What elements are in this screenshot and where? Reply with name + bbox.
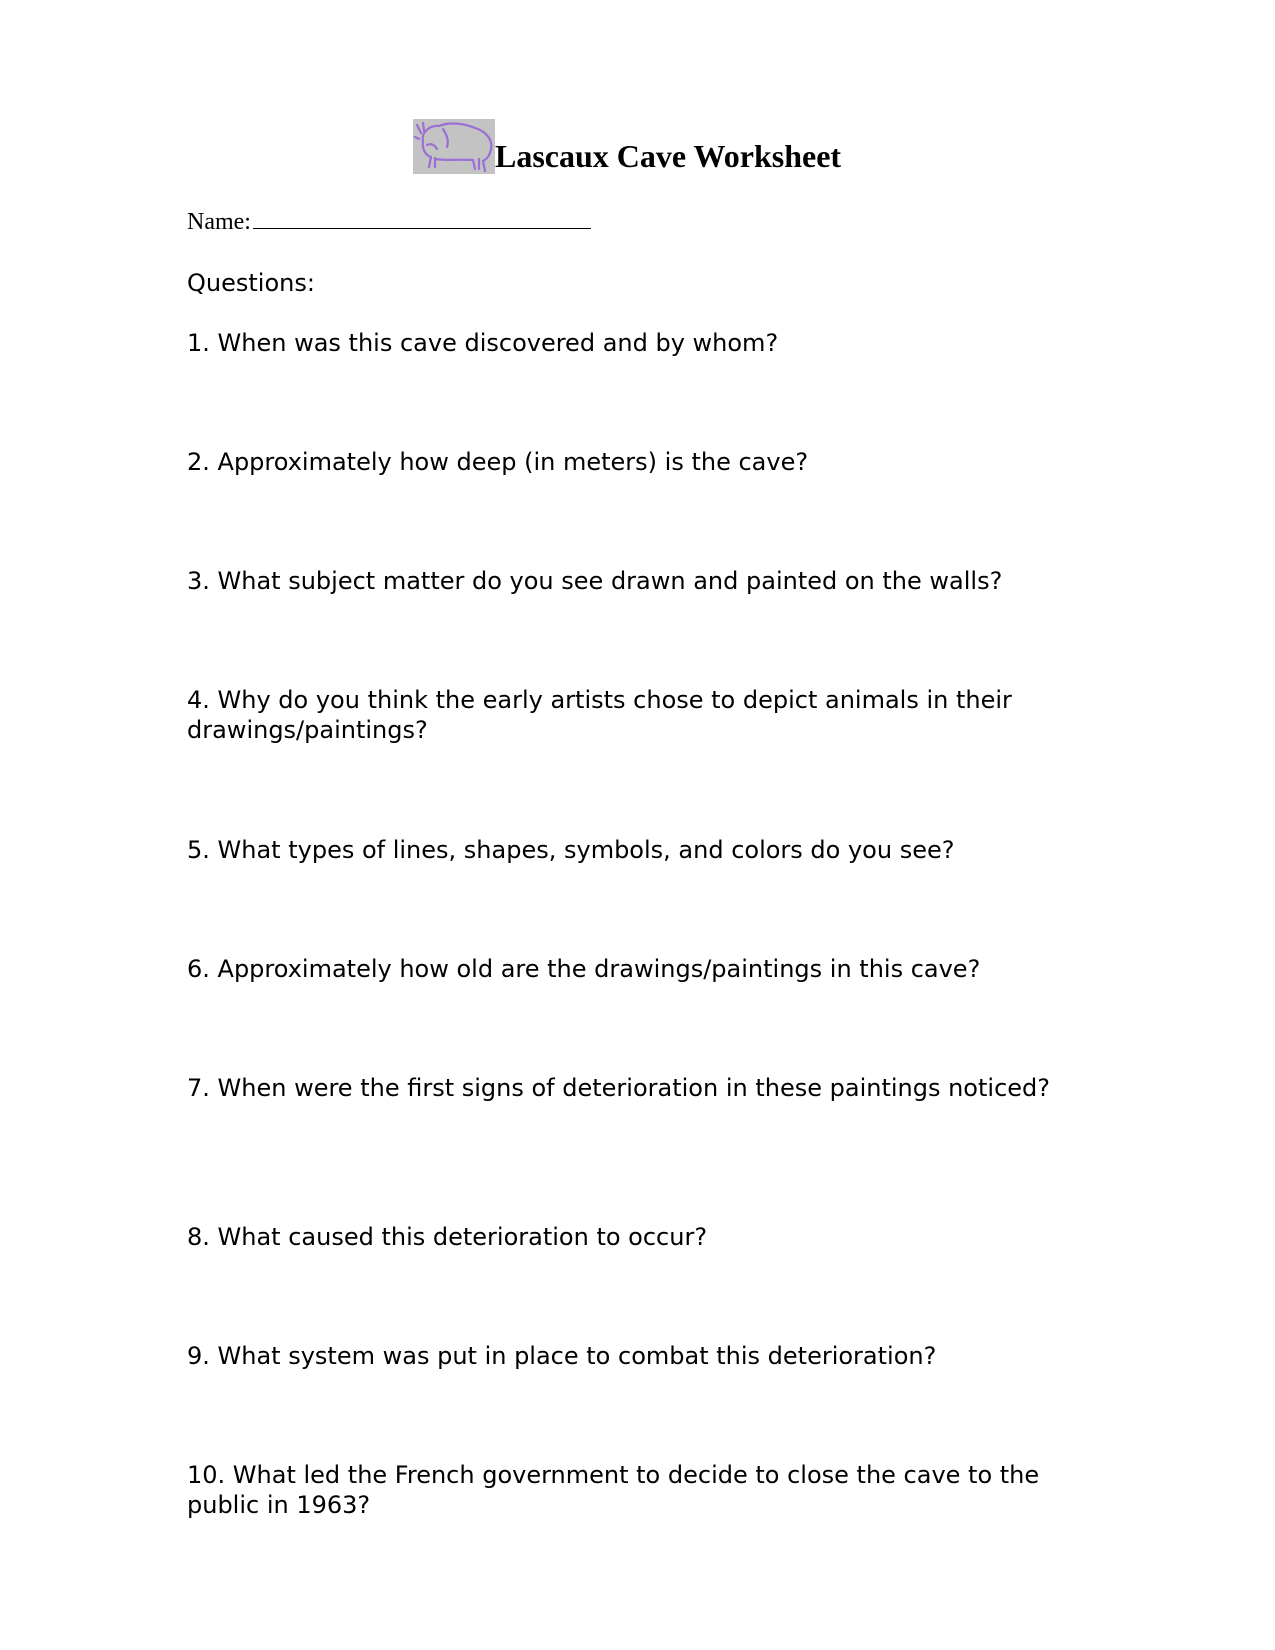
question-item: 5. What types of lines, shapes, symbols, and colors do you see? bbox=[187, 836, 955, 864]
question-item: 2. Approximately how deep (in meters) is the cave? bbox=[187, 448, 809, 476]
worksheet-header bbox=[413, 118, 841, 174]
name-blank-line[interactable] bbox=[253, 208, 591, 229]
question-item: 3. What subject matter do you see drawn and painted on the walls? bbox=[187, 567, 1003, 595]
name-field bbox=[187, 208, 591, 236]
question-item: 6. Approximately how old are the drawings/paintings in this cave? bbox=[187, 955, 981, 983]
question-item: 4. Why do you think the early artists chose to depict animals in their drawings/paintings? bbox=[187, 686, 1012, 744]
questions-heading: Questions: bbox=[187, 269, 315, 297]
question-item: 8. What caused this deterioration to occur? bbox=[187, 1223, 708, 1251]
question-item: 1. When was this cave discovered and by whom? bbox=[187, 329, 779, 357]
bison-cave-painting-icon bbox=[413, 119, 495, 174]
question-item: 9. What system was put in place to combat this deterioration? bbox=[187, 1342, 937, 1370]
page-title: Lascaux Cave Worksheet bbox=[495, 138, 842, 174]
question-item: 7. When were the first signs of deterioration in these paintings noticed? bbox=[187, 1074, 1051, 1102]
question-item: 10. What led the French government to decide to close the cave to the public in 1963? bbox=[187, 1461, 1040, 1519]
name-label: Name: bbox=[187, 209, 251, 235]
